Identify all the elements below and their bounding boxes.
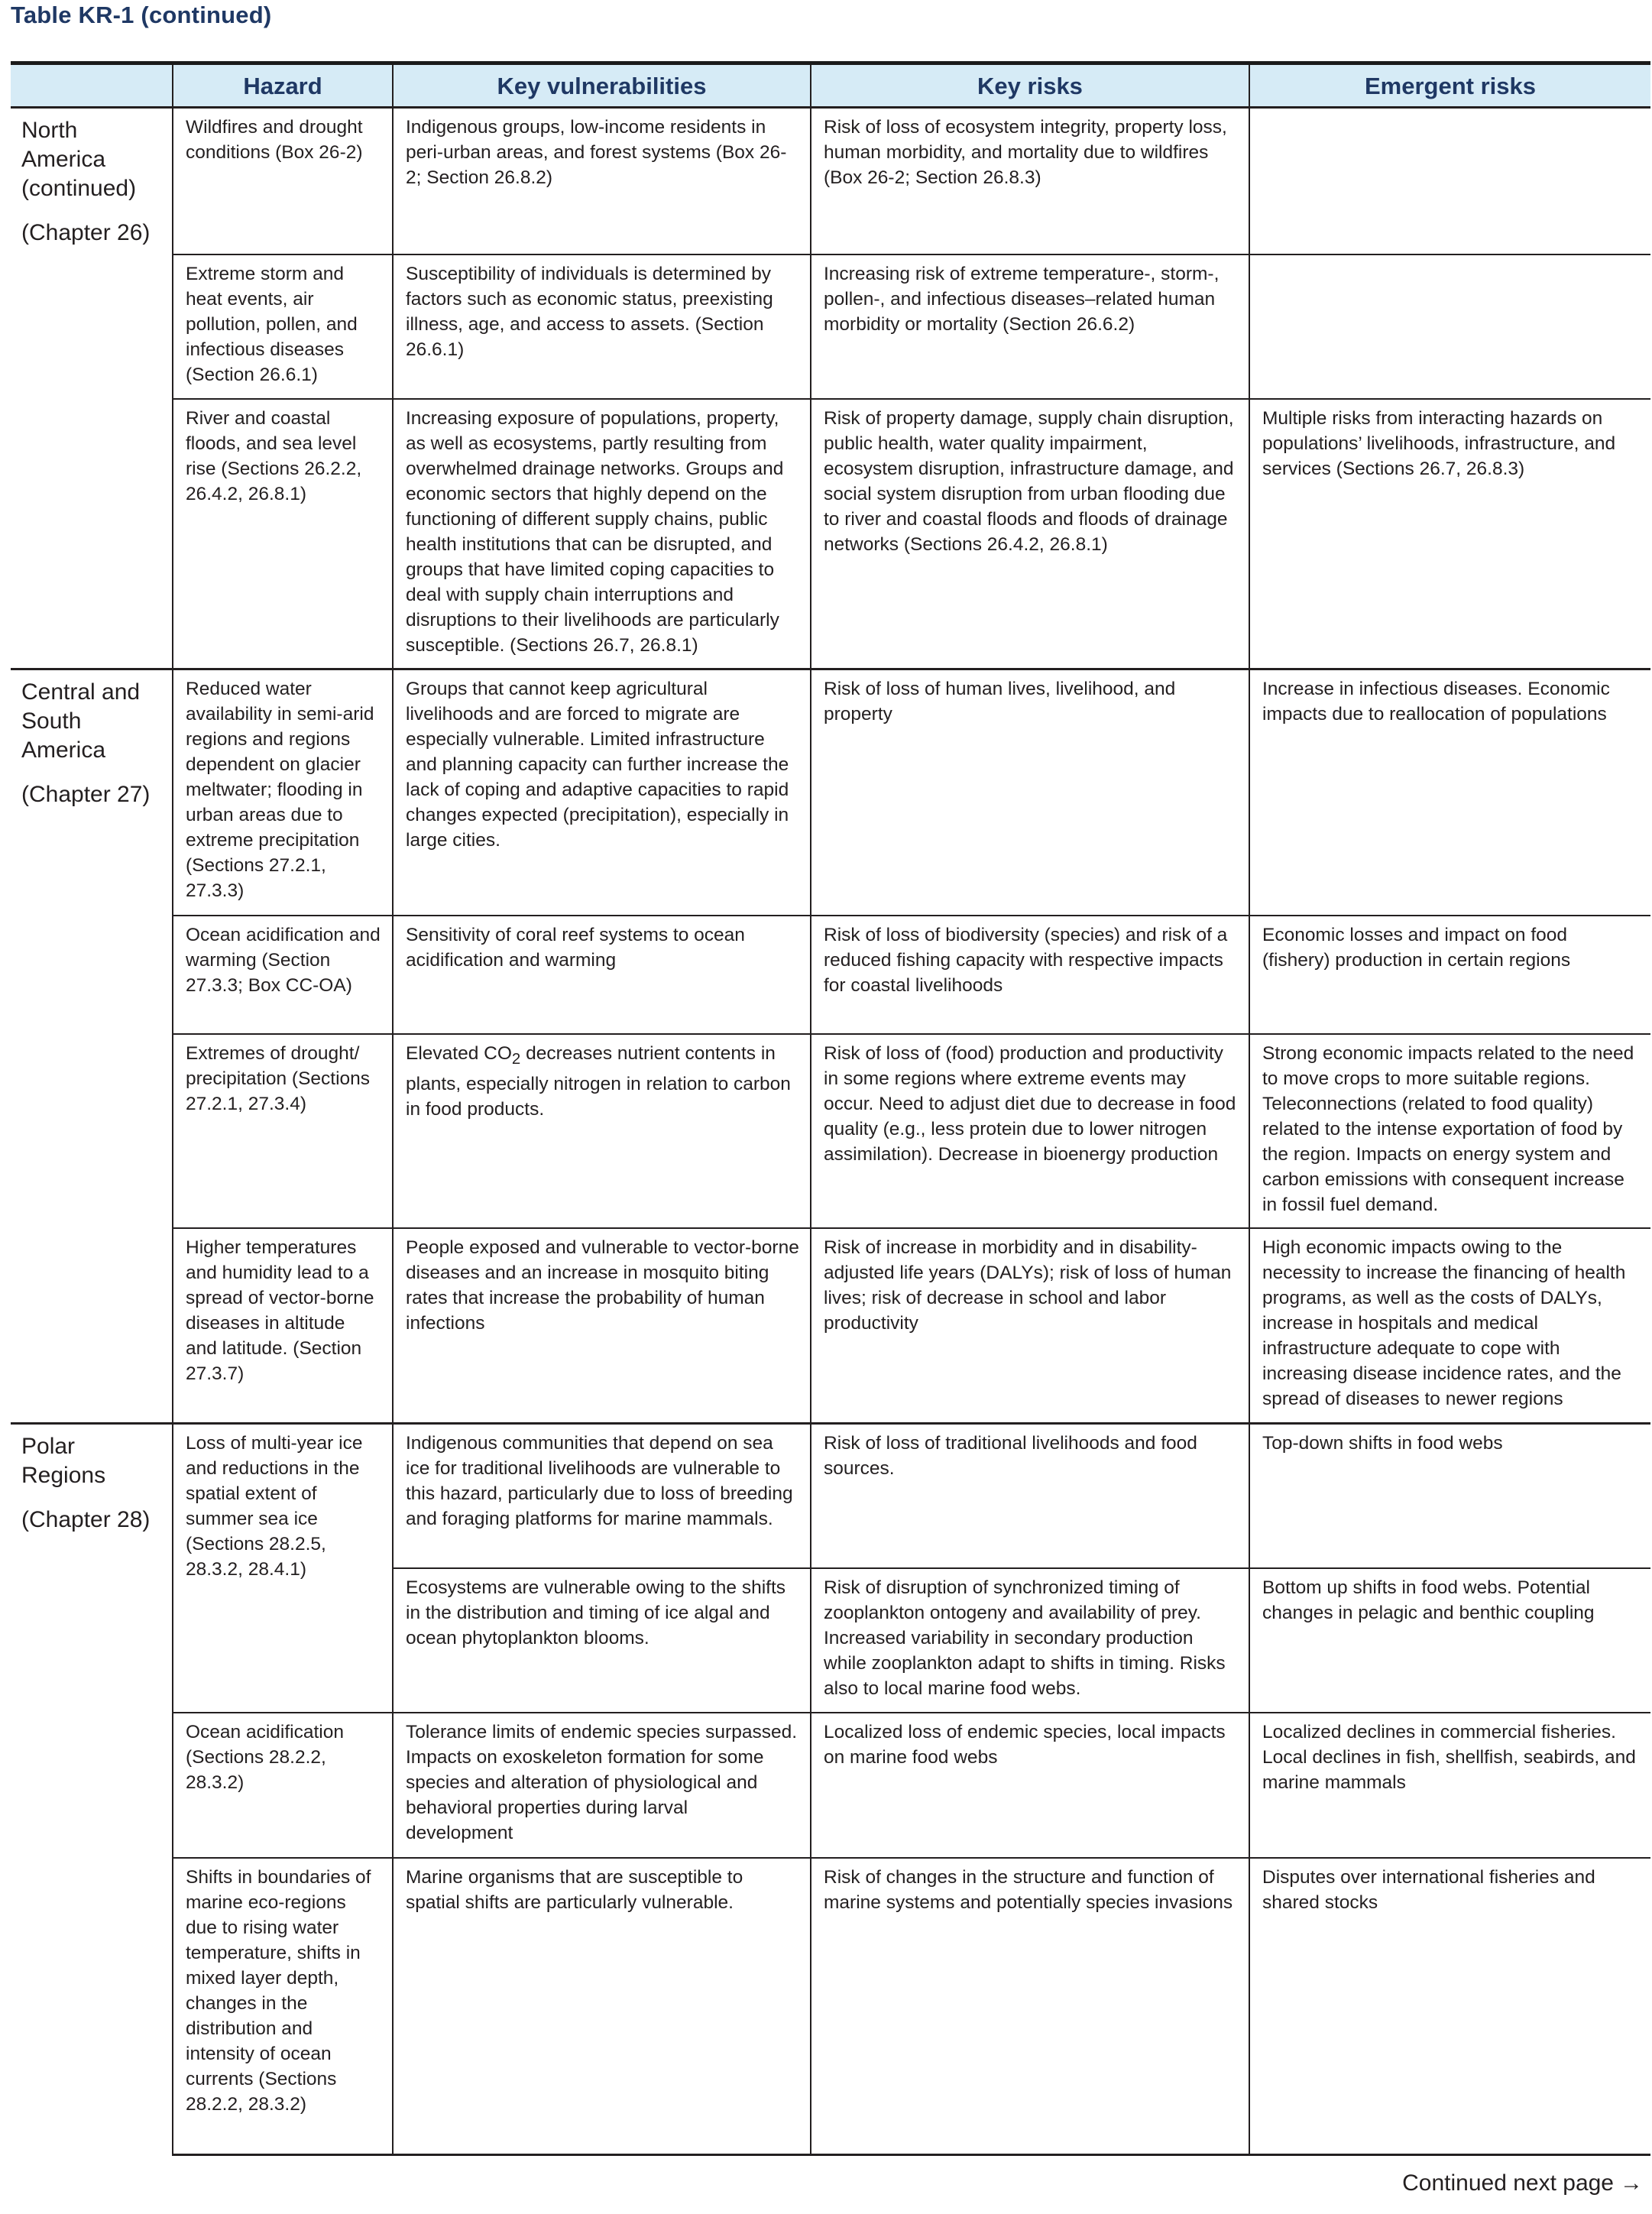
region-chapter: (Chapter 26) <box>21 220 151 245</box>
continued-label: Continued next page <box>1402 2170 1614 2196</box>
risk-cell: Risk of loss of human lives, livelihood, and property <box>811 669 1249 916</box>
continued-next-page <box>1402 2170 1643 2196</box>
hazard-cell: Extreme storm and heat events, air pollution, pollen, and infectious diseases (Section 26.6.1) <box>173 254 393 399</box>
risks-column-header: Key risks <box>811 63 1249 108</box>
table-row <box>11 399 1650 669</box>
region-cell-north-america <box>11 108 173 669</box>
table-row <box>11 1858 1650 2155</box>
vulnerability-cell: Groups that cannot keep agricultural livelihoods and are forced to migrate are especially vulnerable. Limited infrastructure and planning capacity can further increase the lack of coping and adaptive capacities to rapid changes expected (precipitation), especially in large cities. <box>393 669 811 916</box>
co2-prefix: Elevated CO <box>406 1042 512 1064</box>
risk-cell: Risk of loss of biodiversity (species) and risk of a reduced fishing capacity with respective impacts for coastal livelihoods <box>811 916 1249 1034</box>
table-header-row <box>11 63 1650 108</box>
key-risks-table <box>11 61 1650 2156</box>
emergent-risk-cell: Disputes over international fisheries and shared stocks <box>1249 1858 1650 2155</box>
hazard-cell: River and coastal floods, and sea level rise (Sections 26.2.2, 26.4.2, 26.8.1) <box>173 399 393 669</box>
risk-cell: Risk of disruption of synchronized timing of zooplankton ontogeny and availability of prey. Increased variability in secondary production while zooplankton adapt to shifts in timing. Risks also to local marine food webs. <box>811 1568 1249 1713</box>
page-title: Table KR-1 (continued) <box>11 2 272 28</box>
table-row <box>11 1713 1650 1858</box>
emergent-risk-cell: Strong economic impacts related to the need to move crops to more suitable regions. Teleconnections (related to food quality) related to the intense exportation of food by the region. Impacts on energy system and carbon emissions with consequent increase in fossil fuel demand. <box>1249 1034 1650 1228</box>
risk-cell: Risk of increase in morbidity and in disability-adjusted life years (DALYs); risk of loss of human lives; risk of decrease in school and labor productivity <box>811 1228 1249 1424</box>
co2-subscript: 2 <box>511 1050 521 1068</box>
vulnerability-cell: Tolerance limits of endemic species surpassed. Impacts on exoskeleton formation for some species and alteration of physiological and behavioral properties during larval development <box>393 1713 811 1858</box>
emergent-risk-cell <box>1249 254 1650 399</box>
hazard-cell: Reduced water availability in semi-arid regions and regions dependent on glacier meltwater; flooding in urban areas due to extreme precipitation (Sections 27.2.1, 27.3.3) <box>173 669 393 916</box>
risk-cell: Increasing risk of extreme temperature-, storm-, pollen-, and infectious diseases–related human morbidity or mortality (Section 26.6.2) <box>811 254 1249 399</box>
vulnerability-cell: Sensitivity of coral reef systems to ocean acidification and warming <box>393 916 811 1034</box>
region-column-header <box>11 63 173 108</box>
emergent-risk-cell: Increase in infectious diseases. Economic impacts due to reallocation of populations <box>1249 669 1650 916</box>
risk-cell: Localized loss of endemic species, local impacts on marine food webs <box>811 1713 1249 1858</box>
risk-cell: Risk of changes in the structure and function of marine systems and potentially species invasions <box>811 1858 1249 2155</box>
table-row <box>11 669 1650 916</box>
arrow-right-icon: → <box>1620 2170 1643 2196</box>
region-chapter: (Chapter 28) <box>21 1507 151 1532</box>
region-name: Central and South America <box>21 679 141 763</box>
vulnerability-cell: Indigenous communities that depend on sea ice for traditional livelihoods are vulnerable to this hazard, particularly due to loss of breeding and foraging platforms for marine mammals. <box>393 1424 811 1568</box>
emergent-risk-cell: Economic losses and impact on food (fishery) production in certain regions <box>1249 916 1650 1034</box>
risk-cell: Risk of loss of ecosystem integrity, property loss, human morbidity, and mortality due to wildfires (Box 26-2; Section 26.8.3) <box>811 108 1249 254</box>
hazard-cell: Ocean acidification and warming (Section 27.3.3; Box CC-OA) <box>173 916 393 1034</box>
emergent-risk-cell: High economic impacts owing to the necessity to increase the financing of health programs, as well as the costs of DALYs, increase in hospitals and medical infrastructure adequate to cope with increasing disease incidence rates, and the spread of diseases to newer regions <box>1249 1228 1650 1424</box>
vulnerability-cell <box>393 1034 811 1228</box>
vulnerability-cell: Susceptibility of individuals is determined by factors such as economic status, preexisting illness, age, and access to assets. (Section 26.6.1) <box>393 254 811 399</box>
region-cell-central-south-america <box>11 669 173 1424</box>
table-row <box>11 108 1650 254</box>
emergent-risk-cell <box>1249 108 1650 254</box>
table-row <box>11 254 1650 399</box>
vulnerability-cell: Indigenous groups, low-income residents in peri-urban areas, and forest systems (Box 26-2; Section 26.8.2) <box>393 108 811 254</box>
emergent-risk-cell: Top-down shifts in food webs <box>1249 1424 1650 1568</box>
table-row <box>11 916 1650 1034</box>
vulnerability-cell: Marine organisms that are susceptible to spatial shifts are particularly vulnerable. <box>393 1858 811 2155</box>
emergent-risks-column-header: Emergent risks <box>1249 63 1650 108</box>
hazard-column-header: Hazard <box>173 63 393 108</box>
vulnerability-cell: Ecosystems are vulnerable owing to the shifts in the distribution and timing of ice algal and ocean phytoplankton blooms. <box>393 1568 811 1713</box>
table-row <box>11 1034 1650 1228</box>
risk-cell: Risk of property damage, supply chain disruption, public health, water quality impairment, ecosystem disruption, infrastructure damage, and social system disruption from urban flooding due to river and coastal floods and floods of drainage networks (Sections 26.4.2, 26.8.1) <box>811 399 1249 669</box>
hazard-cell: Wildfires and drought conditions (Box 26-2) <box>173 108 393 254</box>
region-cell-polar-regions <box>11 1424 173 2155</box>
hazard-cell: Higher temperatures and humidity lead to a spread of vector-borne diseases in altitude and latitude. (Section 27.3.7) <box>173 1228 393 1424</box>
risk-cell: Risk of loss of (food) production and productivity in some regions where extreme events may occur. Need to adjust diet due to decrease in food quality (e.g., less protein due to lower nitrogen assimilation). Decrease in bioenergy production <box>811 1034 1249 1228</box>
emergent-risk-cell: Bottom up shifts in food webs. Potential changes in pelagic and benthic coupling <box>1249 1568 1650 1713</box>
emergent-risk-cell: Multiple risks from interacting hazards on populations’ livelihoods, infrastructure, and services (Sections 26.7, 26.8.3) <box>1249 399 1650 669</box>
region-chapter: (Chapter 27) <box>21 782 151 807</box>
region-name: Polar Regions <box>21 1434 106 1488</box>
hazard-cell: Shifts in boundaries of marine eco-regions due to rising water temperature, shifts in mixed layer depth, changes in the distribution and intensity of ocean currents (Sections 28.2.2, 28.3.2) <box>173 1858 393 2155</box>
hazard-cell: Extremes of drought/ precipitation (Sections 27.2.1, 27.3.4) <box>173 1034 393 1228</box>
table-row <box>11 1228 1650 1424</box>
hazard-cell: Loss of multi-year ice and reductions in the spatial extent of summer sea ice (Sections 28.2.5, 28.3.2, 28.4.1) <box>173 1424 393 1713</box>
risk-cell: Risk of loss of traditional livelihoods and food sources. <box>811 1424 1249 1568</box>
vulnerability-cell: Increasing exposure of populations, property, as well as ecosystems, partly resulting from overwhelmed drainage networks. Groups and economic sectors that highly depend on the functioning of different supply chains, public health institutions that can be disrupted, and groups that have limited coping capacities to deal with supply chain interruptions and disruptions to their livelihoods are particularly susceptible. (Sections 26.7, 26.8.1) <box>393 399 811 669</box>
table-row <box>11 1424 1650 1568</box>
region-name: North America (continued) <box>21 118 137 201</box>
vulnerabilities-column-header: Key vulnerabilities <box>393 63 811 108</box>
vulnerability-cell: People exposed and vulnerable to vector-borne diseases and an increase in mosquito biting rates that increase the probability of human infections <box>393 1228 811 1424</box>
emergent-risk-cell: Localized declines in commercial fisheries. Local declines in fish, shellfish, seabirds, and marine mammals <box>1249 1713 1650 1858</box>
hazard-cell: Ocean acidification (Sections 28.2.2, 28.3.2) <box>173 1713 393 1858</box>
co2-suffix: decreases nutrient contents in plants, especially nitrogen in relation to carbon in food products. <box>406 1042 791 1120</box>
